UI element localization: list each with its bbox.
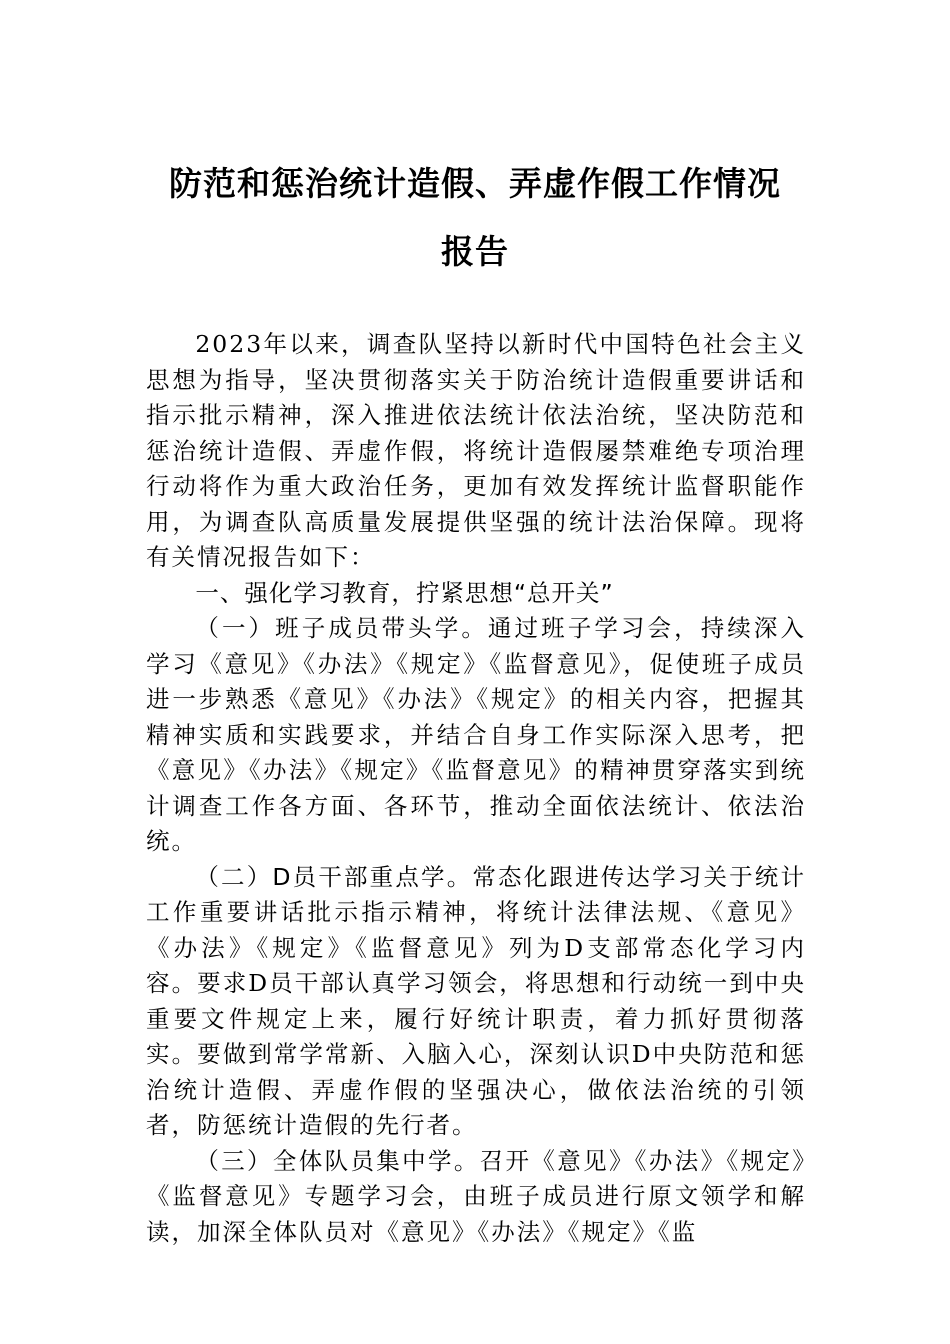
- list-item: [146, 1144, 806, 1251]
- item-text: 常态化跟进传达学习关于统计工作重要讲话批示指示精神，将统计法律法规、《意见》《办法》《规定》《监督意见》列为D支部常态化学习内容。要求D员干部认真学习领会，将思想和行动统一到中央重要文件规定上来，履行好统计职责，着力抓好贯彻落实。要做到常学常新、入脑入心，深刻认识D中央防范和惩治统计造假、弄虚作假的坚强决心，做依法治统的引领者，防惩统计造假的先行者。: [146, 862, 806, 1139]
- item-text: 通过班子学习会，持续深入学习《意见》《办法》《规定》《监督意见》，促使班子成员进一步熟悉《意见》《办法》《规定》的相关内容，把握其精神实质和实践要求，并结合自身工作实际深入思考，把《意见》《办法》《规定》《监督意见》的精神贯穿落实到统计调查工作各方面、各环节，推动全面依法统计、依法治统。: [146, 614, 806, 855]
- item-lead: （二）D员干部重点学。: [195, 862, 473, 891]
- item-lead: （三）全体队员集中学。: [195, 1146, 480, 1175]
- item-text: 召开《意见》《办法》《规定》《监督意见》专题学习会，由班子成员进行原文领学和解读，加深全体队员对《意见》《办法》《规定》《监: [146, 1146, 807, 1246]
- document-title-line2: 报告: [441, 232, 509, 271]
- intro-paragraph: 2023年以来，调查队坚持以新时代中国特色社会主义思想为指导，坚决贯彻落实关于防治统计造假重要讲话和指示批示精神，深入推进依法统计依法治统，坚决防范和惩治统计造假、弄虚作假，将统计造假屡禁难绝专项治理行动将作为重大政治任务，更加有效发挥统计监督职能作用，为调查队高质量发展提供坚强的统计法治保障。现将有关情况报告如下：: [146, 330, 806, 571]
- document-title-line1: 防范和惩治统计造假、弄虚作假工作情况: [169, 164, 781, 203]
- document-body: [146, 327, 806, 1250]
- item-lead: （一）班子成员带头学。: [195, 614, 488, 642]
- list-item: [146, 611, 806, 860]
- section-heading-1: 一、强化学习教育，拧紧思想“总开关”: [195, 578, 614, 607]
- list-item: [146, 860, 806, 1144]
